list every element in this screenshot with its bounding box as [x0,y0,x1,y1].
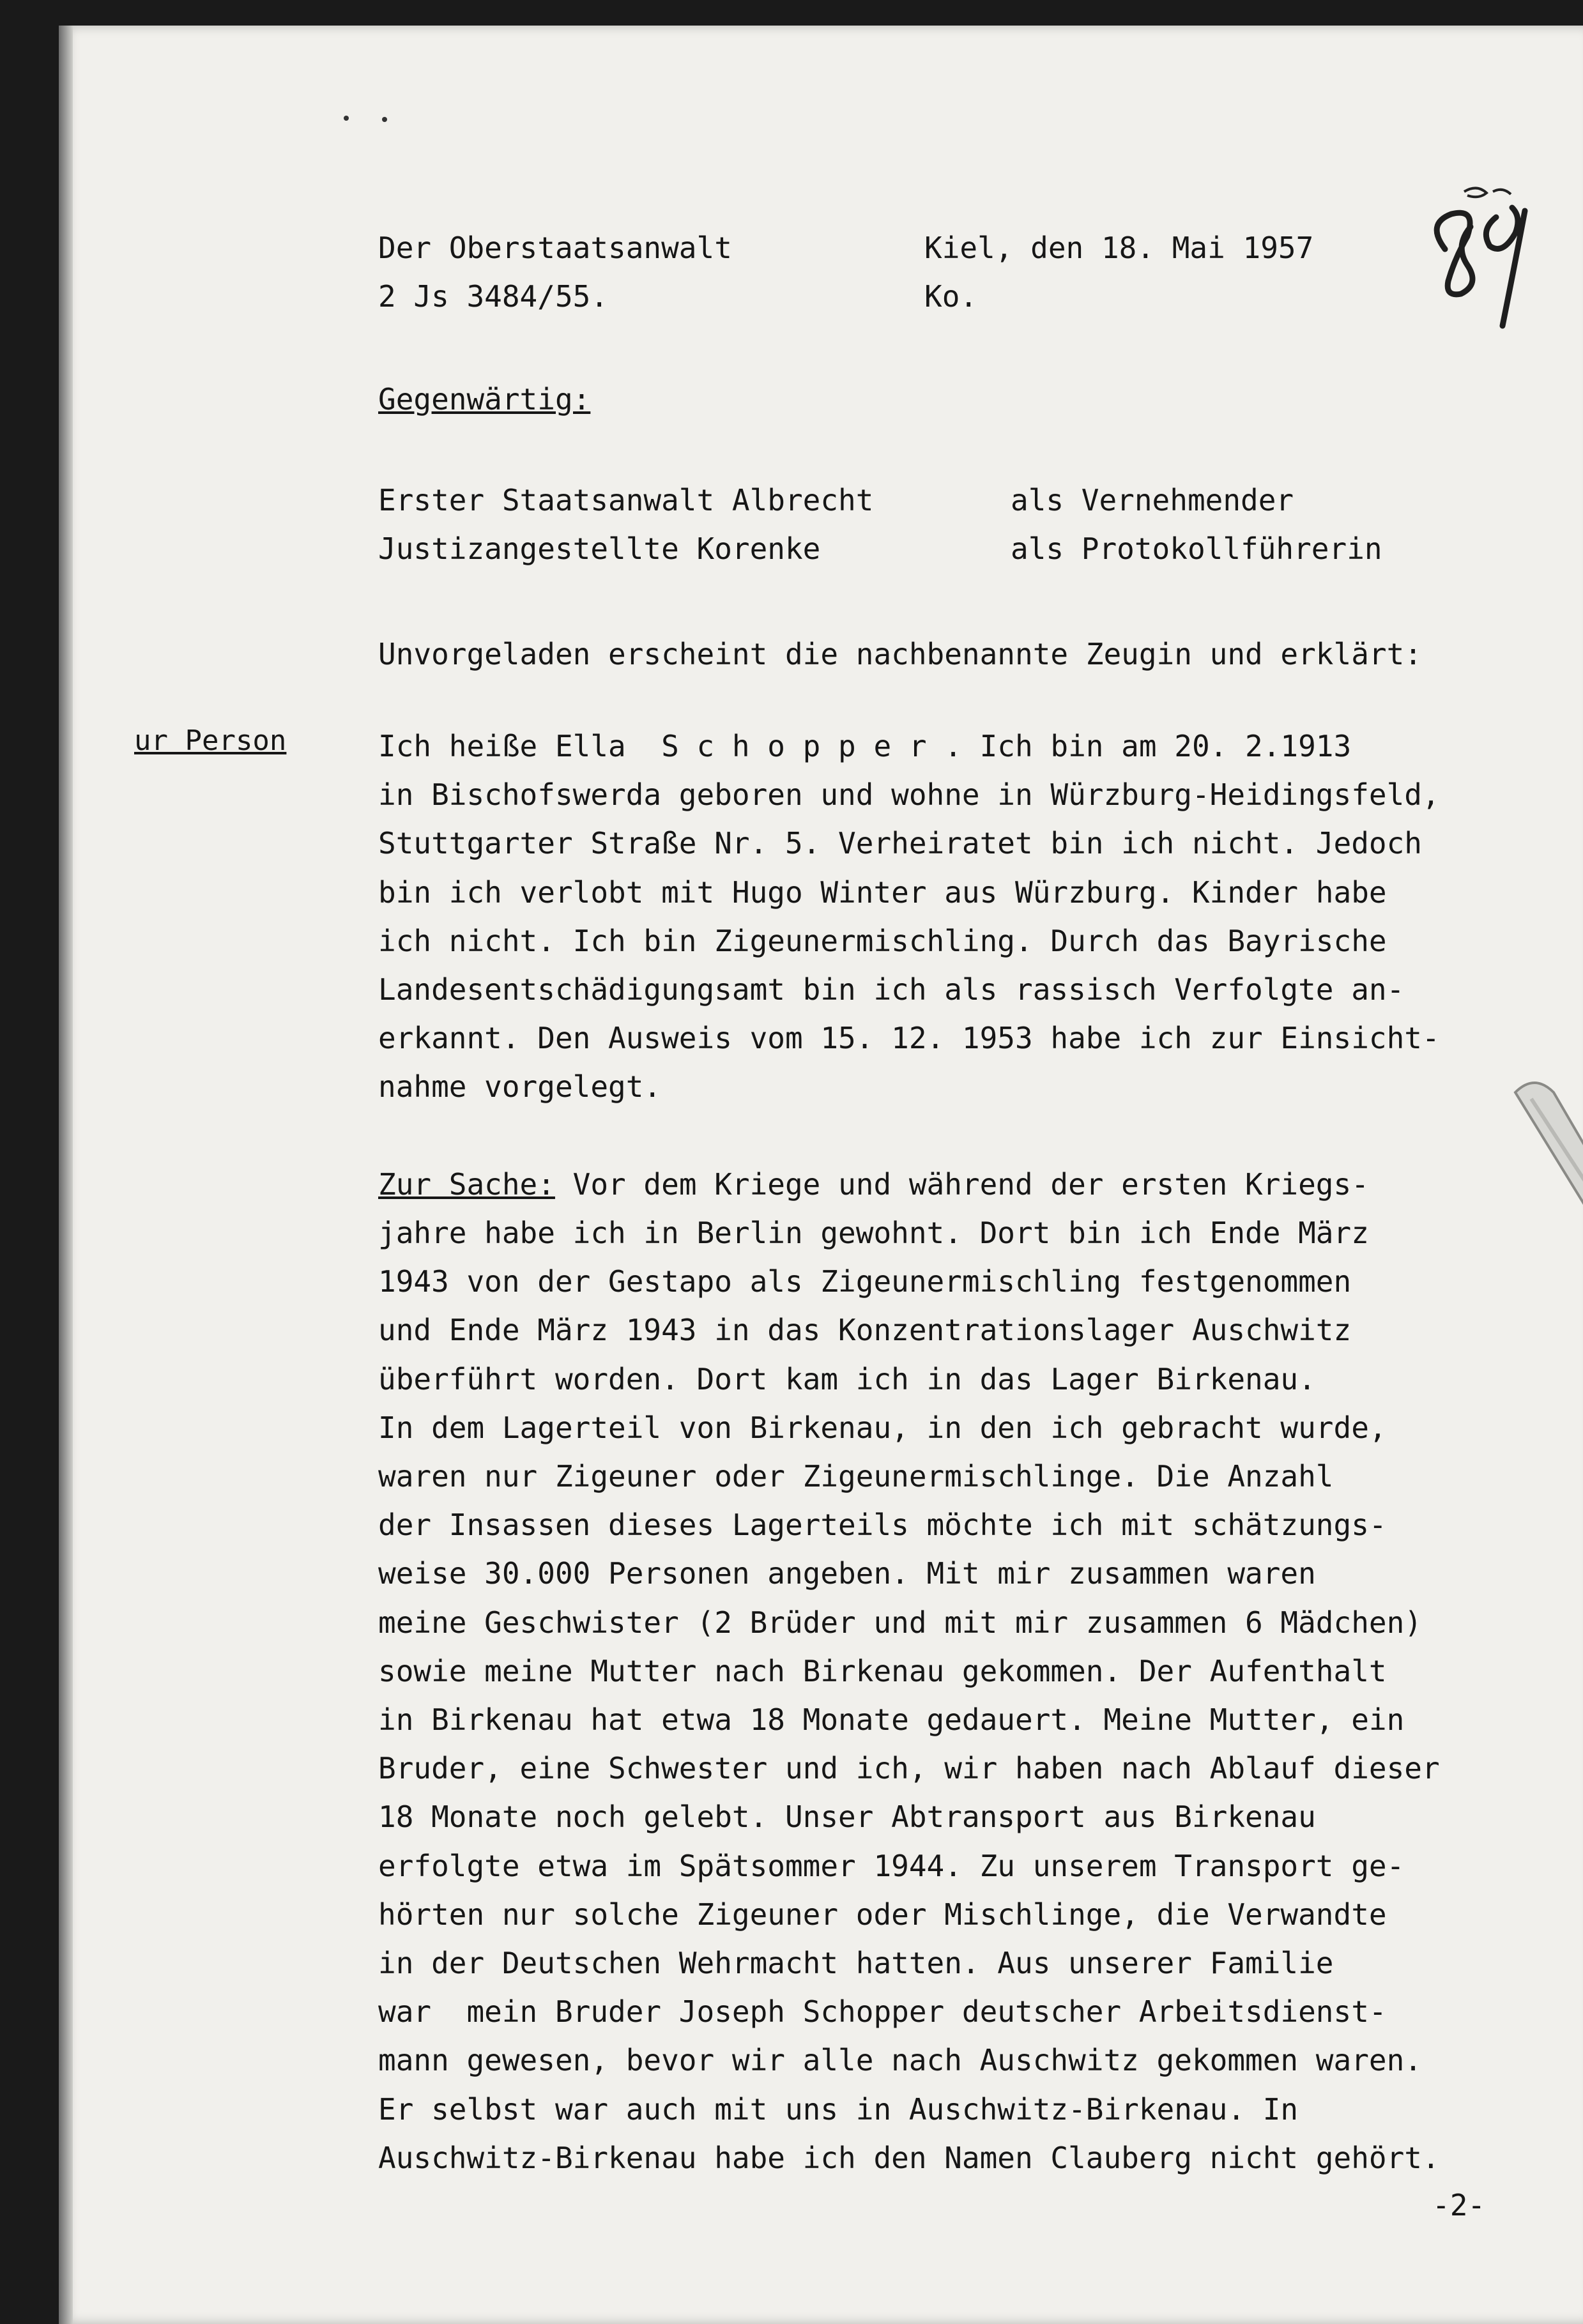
sache-line: mann gewesen, bevor wir alle nach Auschwitz gekommen waren. [378,2043,1422,2078]
person-line: bin ich verlobt mit Hugo Winter aus Würzburg. Kinder habe [378,875,1387,910]
sache-line: 18 Monate noch gelebt. Unser Abtransport aus Birkenau [378,1800,1316,1835]
sache-line: in der Deutschen Wehrmacht hatten. Aus unserer Familie [378,1946,1334,1981]
sache-line: meine Geschwister (2 Brüder und mit mir zusammen 6 Mädchen) [378,1605,1422,1640]
office-title: Der Oberstaatsanwalt [378,231,732,265]
header-right [924,224,1313,321]
header-left [378,224,732,321]
sache-line: waren nur Zigeuner oder Zigeunermischlinge. Die Anzahl [378,1459,1334,1494]
person-line: Ich heiße Ella S c h o p p e r . Ich bin am 20. 2.1913 [378,729,1352,763]
sache-line: weise 30.000 Personen angeben. Mit mir zusammen waren [378,1556,1316,1591]
sache-line: In dem Lagerteil von Birkenau, in den ich gebracht wurde, [378,1410,1387,1445]
place-date: Kiel, den 18. Mai 1957 [924,231,1314,265]
sache-line: Auschwitz-Birkenau habe ich den Namen Clauberg nicht gehört. [378,2140,1440,2175]
sache-line: Bruder, eine Schwester und ich, wir haben nach Ablauf dieser [378,1751,1440,1786]
officials-roles [1011,476,1382,573]
file-number: 2 Js 3484/55. [378,279,609,314]
margin-label-person: ur Person [134,724,287,757]
sache-line: jahre habe ich in Berlin gewohnt. Dort bin ich Ende März [378,1216,1369,1251]
sache-line: der Insassen dieses Lagerteils möchte ich mit schätzungs- [378,1508,1387,1543]
sache-line: sowie meine Mutter nach Birkenau gekommen. Der Aufenthalt [378,1653,1387,1688]
stray-dots-mark [340,105,429,131]
person-line: nahme vorgelegt. [378,1069,662,1105]
initials: Ko. [924,279,978,314]
present-heading: Gegenwärtig: [378,382,591,417]
sache-line: erfolgte etwa im Spätsommer 1944. Zu unserem Transport ge- [378,1848,1405,1883]
pen-clip-icon [1503,1073,1583,1265]
sache-line: und Ende März 1943 in das Konzentrationslager Auschwitz [378,1313,1352,1348]
sache-first-text: Vor dem Kriege und während der ersten Kriegs- [554,1166,1369,1202]
official-name: Justizangestellte Korenke [378,531,821,566]
sache-first-line [378,1160,1440,1209]
blank-line [378,1112,1440,1160]
document-page [59,26,1583,2324]
person-line: erkannt. Den Ausweis vom 15. 12. 1953 habe ich zur Einsicht- [378,1021,1440,1056]
sache-line: hörten nur solche Zigeuner oder Mischlinge, die Verwandte [378,1897,1387,1932]
person-line: ich nicht. Ich bin Zigeunermischling. Durch das Bayrische [378,923,1387,958]
sache-line: in Birkenau hat etwa 18 Monate gedauert. Meine Mutter, ein [378,1702,1405,1738]
sache-line: überführt worden. Dort kam ich in das Lager Birkenau. [378,1361,1316,1396]
page-number: -2- [1432,2188,1486,2222]
sache-heading: Zur Sache: [378,1166,555,1202]
intro-statement: Unvorgeladen erscheint die nachbenannte Zeugin und erklärt: [378,637,1422,671]
sache-line: war mein Bruder Joseph Schopper deutscher Arbeitsdienst- [378,1994,1387,2030]
official-role: als Vernehmender [1011,483,1294,517]
officials-names [378,476,873,573]
person-line: Landesentschädigungsamt bin ich als rassisch Verfolgte an- [378,972,1405,1007]
person-line: in Bischofswerda geboren und wohne in Würzburg-Heidingsfeld, [378,777,1440,813]
handwritten-page-number-icon [1419,179,1541,332]
official-name: Erster Staatsanwalt Albrecht [378,483,874,517]
person-line: Stuttgarter Straße Nr. 5. Verheiratet bin ich nicht. Jedoch [378,826,1422,861]
statement-body [378,722,1440,2182]
sache-line: 1943 von der Gestapo als Zigeunermischling festgenommen [378,1264,1352,1299]
official-role: als Protokollführerin [1011,531,1382,566]
sache-line: Er selbst war auch mit uns in Auschwitz-Birkenau. In [378,2091,1299,2127]
